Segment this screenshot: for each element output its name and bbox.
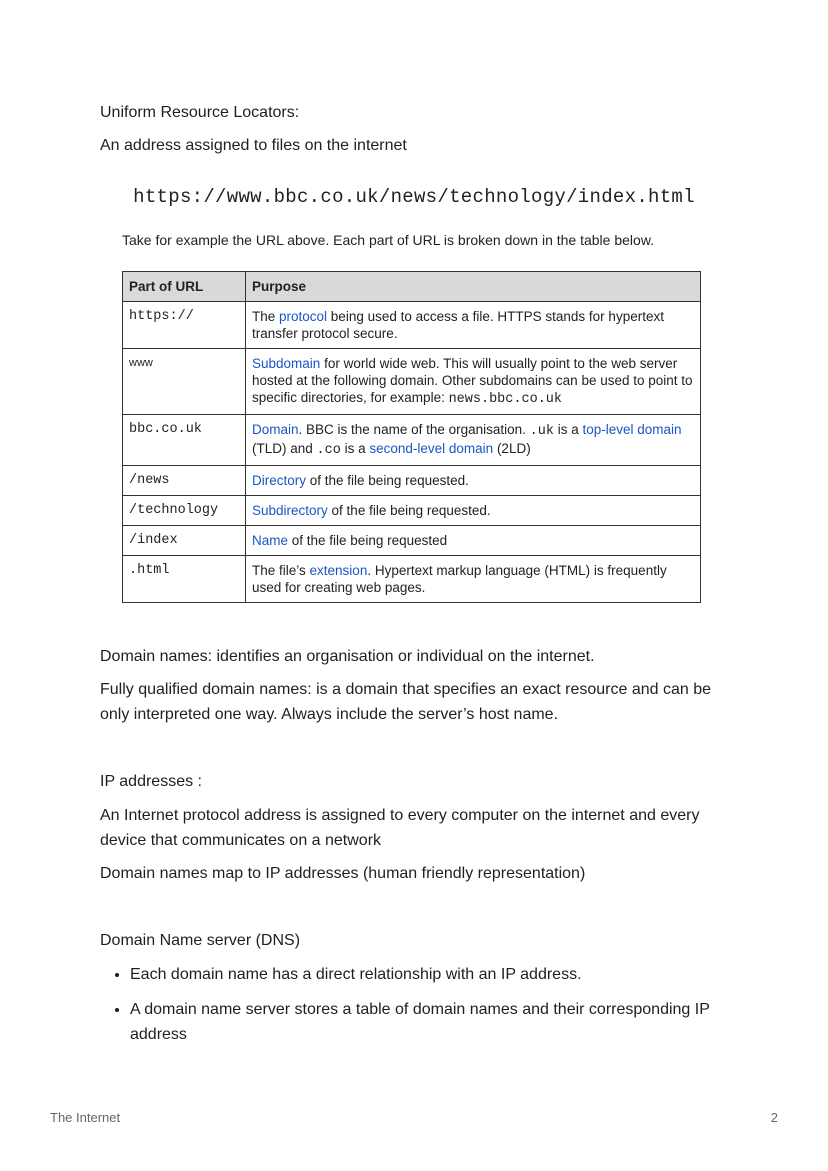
code-snippet: .uk <box>529 424 554 439</box>
purpose-text: of the file being requested. <box>327 503 491 518</box>
ip-mapping-note: Domain names map to IP addresses (human friendly representation) <box>100 865 586 882</box>
code-snippet: .co <box>316 443 341 458</box>
url-parts-table <box>122 271 701 603</box>
purpose-cell <box>246 302 701 349</box>
subdirectory-link[interactable]: Subdirectory <box>252 503 328 518</box>
extension-link[interactable]: extension <box>309 563 368 578</box>
name-link[interactable]: Name <box>252 533 289 548</box>
footer-title: The Internet <box>50 1110 121 1125</box>
purpose-text: . Hypertext markup language (HTML) is frequently used for creating web pages. <box>252 563 667 595</box>
code-snippet: news.bbc.co.uk <box>448 392 562 407</box>
purpose-text: is a <box>553 422 583 437</box>
purpose-text: is a <box>340 441 370 456</box>
url-part-cell: /technology <box>123 496 246 526</box>
fqdn-definition: Fully qualified domain names: is a domain that specifies an exact resource and can be only interpreted one way. Always include the server’s host name. <box>100 681 712 723</box>
url-part-cell: bbc.co.uk <box>123 415 246 466</box>
purpose-text: . BBC is the name of the organisation. <box>298 422 530 437</box>
table-row <box>123 466 701 496</box>
url-part-cell: www <box>123 349 246 415</box>
purpose-cell <box>246 496 701 526</box>
purpose-text: The file’s <box>252 563 310 578</box>
url-part-cell: /news <box>123 466 246 496</box>
column-header-purpose: Purpose <box>246 272 701 302</box>
purpose-cell <box>246 556 701 603</box>
directory-link[interactable]: Directory <box>252 473 307 488</box>
purpose-cell <box>246 415 701 466</box>
protocol-link[interactable]: protocol <box>279 309 328 324</box>
purpose-text: of the file being requested <box>288 533 448 548</box>
table-row <box>123 496 701 526</box>
url-definition: An address assigned to files on the internet <box>100 137 407 154</box>
dns-bullet-list <box>100 962 750 1057</box>
second-level-domain-link[interactable]: second-level domain <box>369 441 494 456</box>
purpose-cell <box>246 466 701 496</box>
domain-names-definition: Domain names: identifies an organisation or individual on the internet. <box>100 648 595 665</box>
purpose-text: (TLD) and <box>252 441 317 456</box>
table-header-row <box>123 272 701 302</box>
ip-heading: IP addresses : <box>100 773 202 790</box>
subdomain-link[interactable]: Subdomain <box>252 356 321 371</box>
purpose-text: The <box>252 309 280 324</box>
ip-definition: An Internet protocol address is assigned to every computer on the internet and every device that communicates on a network <box>100 807 700 849</box>
url-part-cell: /index <box>123 526 246 556</box>
list-item: • A domain name server stores a table of domain names and their corresponding IP address <box>130 997 750 1047</box>
table-row <box>123 556 701 603</box>
purpose-text: (2LD) <box>493 441 531 456</box>
top-level-domain-link[interactable]: top-level domain <box>582 422 682 437</box>
table-row <box>123 302 701 349</box>
domain-link[interactable]: Domain <box>252 422 299 437</box>
table-caption: Take for example the URL above. Each part of URL is broken down in the table below. <box>122 232 655 248</box>
purpose-text: for world wide web. This will usually point to the web server hosted at the following domain. Other subdomains can be used to point to specific directories, for example: <box>252 356 693 405</box>
dns-heading: Domain Name server (DNS) <box>100 932 301 949</box>
table-row <box>123 415 701 466</box>
example-url: https://www.bbc.co.uk/news/technology/index.html <box>133 186 695 208</box>
table-row <box>123 526 701 556</box>
purpose-text: of the file being requested. <box>306 473 469 488</box>
url-part-cell: .html <box>123 556 246 603</box>
purpose-cell <box>246 526 701 556</box>
purpose-cell <box>246 349 701 415</box>
url-heading: Uniform Resource Locators: <box>100 104 300 121</box>
table-row <box>123 349 701 415</box>
url-part-cell: https:// <box>123 302 246 349</box>
page-number: 2 <box>770 1110 778 1125</box>
list-item: • Each domain name has a direct relationship with an IP address. <box>130 962 750 987</box>
purpose-text: being used to access a file. HTTPS stands for hypertext transfer protocol secure. <box>252 309 664 341</box>
column-header-part: Part of URL <box>123 272 246 302</box>
